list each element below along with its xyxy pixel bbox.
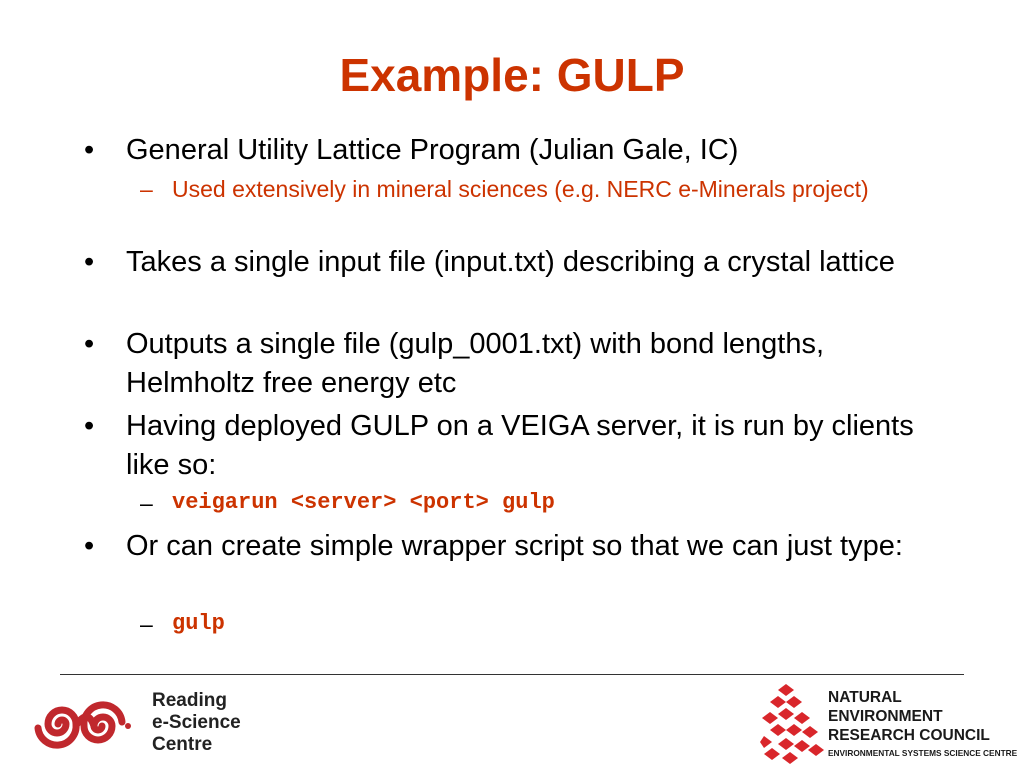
- bullet-text: General Utility Lattice Program (Julian Gale, IC): [126, 134, 739, 166]
- sub-bullet-item: [140, 609, 940, 639]
- sub-bullet-text: Used extensively in mineral sciences (e.g. NERC e-Minerals project): [172, 176, 869, 202]
- bullet-item: [84, 407, 944, 485]
- bullet-item: [84, 243, 944, 321]
- slide-title: Example: GULP: [339, 49, 685, 101]
- sub-bullet-marker: –: [140, 611, 153, 637]
- reading-escience-logo: [18, 686, 258, 764]
- reading-logo-text: [152, 690, 241, 756]
- bullet-marker: •: [84, 246, 95, 278]
- logo-line: NATURAL: [828, 689, 902, 706]
- command-text: veigarun <server> <port> gulp: [172, 490, 555, 515]
- sub-bullet-marker: –: [140, 176, 153, 202]
- sub-bullet-item: [140, 488, 940, 518]
- footer-divider: [60, 674, 964, 675]
- bullet-text: Having deployed GULP on a VEIGA server, it is run by clients like so:: [126, 410, 914, 481]
- nerc-logo: [760, 682, 1022, 766]
- bullet-marker: •: [84, 410, 95, 442]
- command-text: gulp: [172, 611, 225, 636]
- nerc-logo-text: [828, 688, 1017, 759]
- bullet-text: Takes a single input file (input.txt) describing a crystal lattice: [126, 246, 895, 278]
- logo-line: e-Science: [152, 712, 241, 733]
- logo-line: Reading: [152, 690, 227, 711]
- bullet-marker: •: [84, 134, 95, 166]
- logo-line: RESEARCH COUNCIL: [828, 727, 990, 744]
- bullet-marker: •: [84, 328, 95, 360]
- nerc-logo-icon: [760, 682, 826, 766]
- bullet-item: [84, 131, 944, 170]
- bullet-text: Or can create simple wrapper script so that we can just type:: [126, 530, 903, 562]
- reading-spiral-logo-icon: [18, 686, 148, 764]
- logo-subline: ENVIRONMENTAL SYSTEMS SCIENCE CENTRE: [828, 748, 1018, 758]
- bullet-item: [84, 325, 944, 403]
- bullet-marker: •: [84, 530, 95, 562]
- bullet-item: [84, 527, 944, 605]
- logo-line: Centre: [152, 734, 213, 755]
- sub-bullet-item: [140, 174, 940, 234]
- logo-line: ENVIRONMENT: [828, 708, 943, 725]
- bullet-text: Outputs a single file (gulp_0001.txt) with bond lengths, Helmholtz free energy etc: [126, 328, 825, 399]
- sub-bullet-marker: –: [140, 490, 153, 516]
